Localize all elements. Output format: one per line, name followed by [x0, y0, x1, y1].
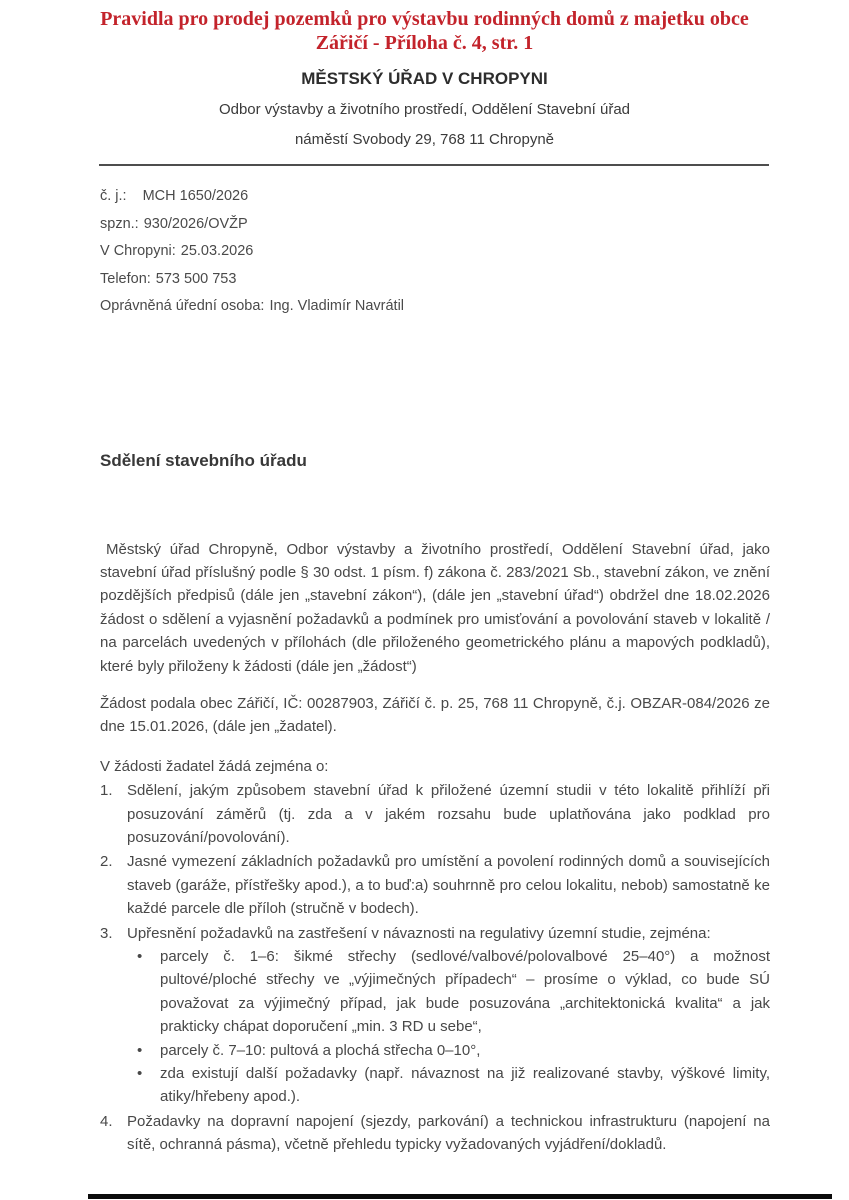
list-item-text: Jasné vymezení základních požadavků pro umístění a povolení rodinných domů a souvisejících staveb (garáže, přístřešky apod.), a to buď:a) souhrnně pro celou lokalitu, nebob) samostatně ke každé parcele dle příloh (stručně v bodech).: [127, 853, 770, 918]
list-item-number: 2.: [100, 853, 113, 871]
scan-artifact-bar: [88, 1194, 832, 1199]
meta-row-official: [100, 293, 849, 321]
meta-value: Ing. Vladimír Navrátil: [269, 298, 405, 314]
meta-value: MCH 1650/2026: [142, 188, 249, 204]
meta-value: 573 500 753: [155, 270, 237, 287]
list-item-number: 4.: [100, 1112, 113, 1130]
bullet-icon: •: [137, 948, 143, 965]
meta-row-cislo-jednaci: [100, 183, 849, 211]
office-address: náměstí Svobody 29, 768 11 Chropyně: [294, 131, 555, 148]
bullet-icon: •: [137, 1065, 143, 1083]
bullet-text: parcely č. 7–10: pultová a plochá střecha 0–10°,: [160, 1041, 481, 1059]
office-department: Odbor výstavby a životního prostředí, Oddělení Stavební úřad: [218, 101, 631, 118]
document-meta: [100, 183, 849, 321]
bullet-icon: •: [137, 1041, 143, 1059]
list-intro: V žádosti žadatel žádá zejména o:: [100, 757, 329, 775]
list-item-number: 1.: [100, 782, 113, 800]
bullet-item: [137, 1062, 770, 1109]
page-title-line1: Pravidla pro prodej pozemků pro výstavbu rodinných domů z majetku obce: [100, 8, 749, 30]
bullet-text: zda existují další požadavky (např. návaznost na již realizované stavby, výškové limity, atiky/hřebeny apod.).: [160, 1065, 770, 1106]
bullet-text: parcely č. 1–6: šikmé střechy (sedlové/valbové/polovalbové 25–40°) a možnost pultové/ploché střechy ve „výjimečných případech“ – prosíme o výklad, co bude SÚ považovat za výjimečný případ, jak bude posuzována „architektonická kvalita“ a jak prakticky chápat doporučení „min. 3 RD u sebe“,: [160, 948, 770, 1036]
list-item-text: Sdělení, jakým způsobem stavební úřad k přiložené územní studii v této lokalitě přihlíží při posuzování záměrů (tj. zda a v jakém rozsahu bude uplatňována jako podklad pro posuzování/povolování).: [127, 782, 770, 846]
header-divider: [99, 164, 769, 166]
meta-label: spzn.:: [100, 215, 139, 232]
page-title-line2: Zářičí - Příloha č. 4, str. 1: [315, 32, 534, 54]
list-item: [100, 922, 770, 945]
paragraph-applicant: Žádost podala obec Zářičí, IČ: 00287903, Zářičí č. p. 25, 768 11 Chropyně, č.j. OBZAR-084/2026 ze dne 15.01.2026, (dále jen „žadatel).: [100, 694, 770, 736]
list-item: [100, 1110, 770, 1157]
meta-value: 25.03.2026: [180, 243, 254, 259]
meta-label: Telefon:: [100, 270, 151, 287]
meta-value: 930/2026/OVŽP: [143, 215, 248, 232]
list-item-number: 3.: [100, 924, 113, 942]
paragraph-intro: Městský úřad Chropyně, Odbor výstavby a životního prostředí, Oddělení Stavební úřad, jako stavební úřad příslušný podle § 30 odst. 1 písm. f) zákona č. 283/2021 Sb., stavební zákon, ve znění pozdějších předpisů (dále jen „stavební zákon“), (dále jen „stavební úřad“) obdržel dne 18.02.2026 žádost o sdělení a vyjasnění požadavků a podmínek pro umisťování a povolování staveb v lokalitě / na parcelách uvedených v přílohách (dle přiloženého geometrického plánu a mapových podkladů), které byly přiloženy k žádosti (dále jen „žádost“): [100, 540, 770, 675]
request-list: [100, 779, 770, 1157]
list-item-text: Upřesnění požadavků na zastřešení v návaznosti na regulativy územní studie, zejména:: [127, 924, 711, 942]
meta-label: Oprávněná úřední osoba:: [100, 298, 265, 314]
meta-row-phone: [100, 266, 849, 294]
list-item: [100, 779, 770, 849]
bullet-item: [137, 945, 770, 1039]
list-item-text: Požadavky na dopravní napojení (sjezdy, parkování) a technickou infrastrukturu (napojení na sítě, ochranná pásma), včetně přehledu typicky vyžadovaných vyjádření/dokladů.: [127, 1112, 770, 1154]
bullet-item: [137, 1039, 770, 1062]
meta-label: č. j.:: [100, 188, 127, 204]
page-title: [0, 0, 849, 55]
section-heading: Sdělení stavebního úřadu: [100, 450, 307, 470]
meta-row-spisova-znacka: [100, 211, 849, 239]
sub-bullet-list: [137, 945, 770, 1109]
meta-row-date: [100, 238, 849, 266]
office-name: MĚSTSKÝ ÚŘAD V CHROPYNI: [301, 69, 548, 88]
list-item: [100, 850, 770, 920]
meta-label: V Chropyni:: [100, 243, 176, 259]
